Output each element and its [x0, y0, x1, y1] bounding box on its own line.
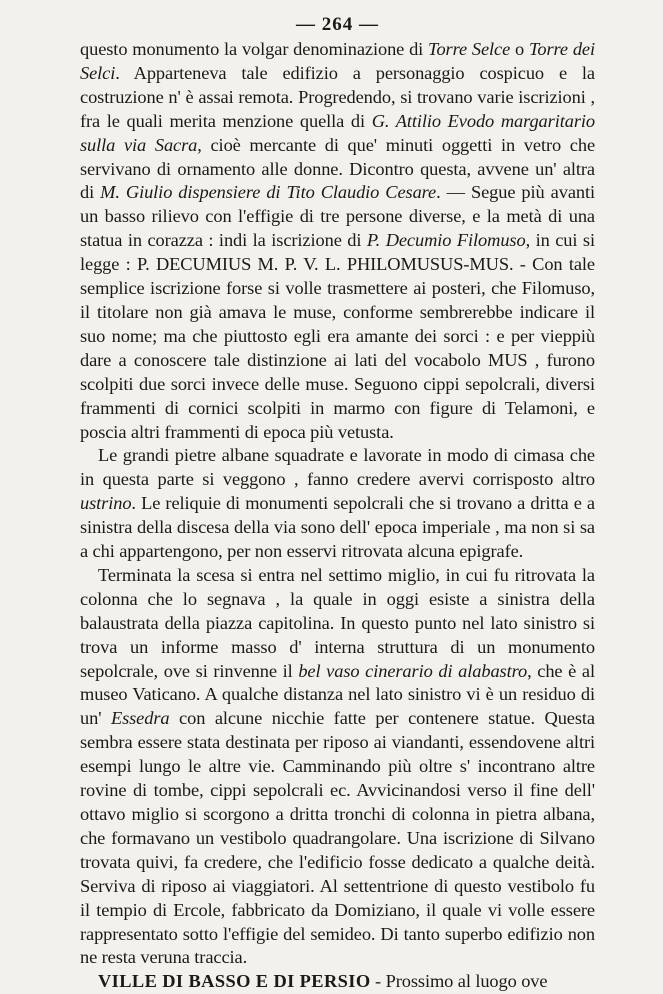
- paragraph: [80, 564, 595, 970]
- paragraph: [80, 970, 595, 994]
- text-run: questo monumento la volgar denominazione di: [80, 39, 429, 59]
- body-text: [80, 38, 595, 994]
- text-run: Terminata la scesa si entra nel settimo miglio, in cui fu ritrovata la colonna che lo segnava , la quale in oggi esiste a sinistra della balaustrata della piazza capitolina. In questo punto nel lato sinistro si trova un informe masso d' interna struttura di un monumento sepolcrale, ove si rinvenne il: [80, 564, 595, 681]
- italic-text: ustrino: [80, 493, 132, 514]
- italic-text: Torre Selce: [428, 39, 511, 59]
- italic-text: Torre dei Selci: [80, 39, 596, 83]
- section-heading: VILLE DI BASSO E DI PERSIO: [98, 971, 371, 992]
- italic-text: G. Attilio Evodo margaritario sulla via Sacra: [80, 110, 595, 155]
- page-number: — 264 —: [296, 14, 379, 35]
- text-run: . Apparteneva tale edifizio a personaggio cospicuo e la costruzione n' è assai remota. Progredendo, si trovano varie iscrizioni , fra le quali merita menzione quella di: [80, 62, 595, 131]
- italic-text: M. Giulio dispensiere di Tito Claudio Cesare: [100, 182, 437, 203]
- paragraph: [80, 38, 595, 444]
- text-run: , cioè mercante di que' minuti oggetti in vetro che servivano di ornamento alle donne. Dicontro questa, avvene un' altra di: [80, 134, 596, 203]
- text-run: , che è al museo Vaticano. A qualche distanza nel lato sinistro vi è un residuo di un': [80, 660, 595, 729]
- text-run: - Prossimo al luogo ove: [370, 971, 548, 992]
- text-run: o: [510, 39, 529, 59]
- text-run: . Le reliquie di monumenti sepolcrali che si trovano a dritta e a sinistra della discesa della via sono dell' epoca imperiale , ma non si sa a chi appartengono, per non esservi ritrovata alcuna epigrafe.: [80, 493, 595, 562]
- text-run: . — Segue più avanti un basso rilievo con l'effigie di tre persone diverse, e la metà di una statua in corazza : indi la iscrizione di: [80, 182, 595, 251]
- text-run: con alcune nicchie fatte per contenere statue. Questa sembra essere stata destinata per riposo ai viandanti, essendovene altri esempi lungo le altre vie. Camminando più oltre s' incontrano altre rovine di tombe, cippi sepolcrali ec. Avvicinandosi verso il fine dell' ottavo miglio si scorgono a dritta tronchi di colonna in pietra albana, che formavano un vestibolo quadrangolare. Una iscrizione di Silvano trovata quivi, fa credere, che l'edificio fosse dedicato a qualche deità. Serviva di riposo ai viaggiatori. Al settentrione di questo vestibolo fu il tempio di Ercole, fabbricato da Domiziano, il quale vi volle essere rappresentato sotto l'effigie del semideo. Di tanto superbo edifizio non ne resta veruna traccia.: [80, 708, 595, 968]
- text-run: Le grandi pietre albane squadrate e lavorate in modo di cimasa che in questa parte si veggono , fanno credere avervi corrisposto altro: [80, 445, 595, 490]
- italic-text: bel vaso cinerario di alabastro: [298, 660, 528, 681]
- paragraph: [80, 444, 595, 564]
- italic-text: Essedra: [110, 708, 170, 729]
- italic-text: P. Decumio Filomuso: [366, 230, 526, 251]
- text-run: , in cui si legge : P. DECUMIUS M. P. V. L. PHILOMUSUS-MUS. - Con tale semplice iscrizione forse si volle trasmettere ai posteri, che Filomuso, il titolare non già amava le muse, conforme sembrerebbe indicare il suo nome; ma che piuttosto egli era amante dei sorci : e per vieppiù dare a conoscere tale distinzione ai lati del vocabolo MUS , furono scolpiti due sorci invece delle muse. Seguono cippi sepolcrali, diversi frammenti di cornici scolpiti in marmo con figure di Telamoni, e poscia altri frammenti di epoca più vetusta.: [80, 230, 595, 442]
